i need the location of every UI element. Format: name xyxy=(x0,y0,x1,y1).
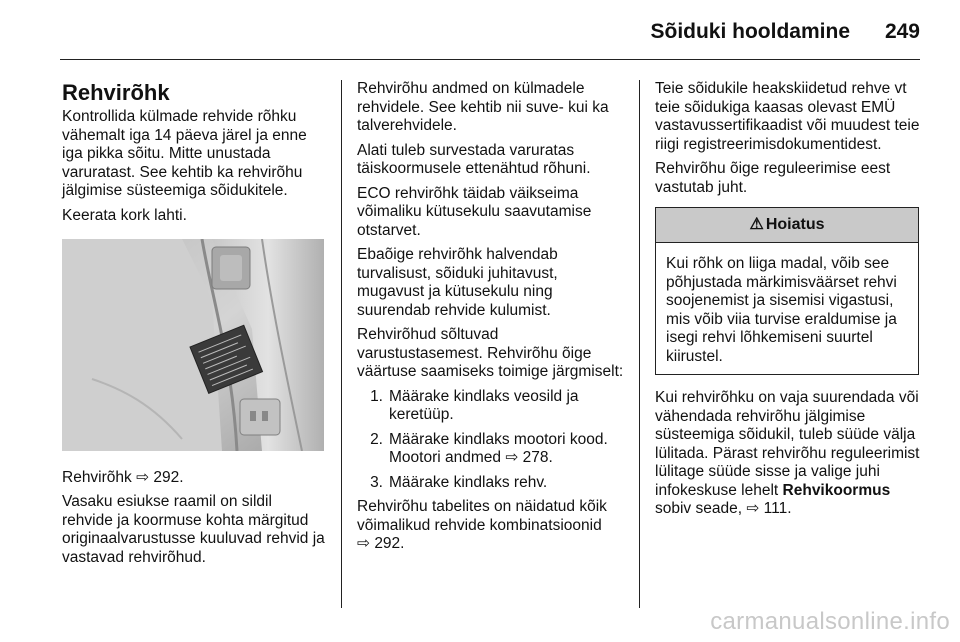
paragraph: Teie sõidukile heakskiidetud rehve vt teie sõidukiga kaasas olevast EMÜ vastavussertifikaadist või muudest teie riigi registreerimisdokumentidest. xyxy=(655,80,920,153)
page-ref-link[interactable]: 111. xyxy=(763,500,792,517)
column-divider-2 xyxy=(639,80,640,608)
warning-box xyxy=(655,207,919,375)
page-number: 249 xyxy=(884,20,920,43)
list-item: 3. Määrake kindlaks rehv. xyxy=(370,473,548,491)
cross-reference: Rehvirõhk ⇨ 292. xyxy=(62,468,184,486)
list-item: 1. Määrake kindlaks veosild ja keretüüp. xyxy=(370,387,579,423)
menu-name: Rehvikoormus xyxy=(782,481,891,499)
watermark: carmanualsonline.info xyxy=(710,608,950,635)
paragraph: Rehvirõhu õige reguleerimise eest vastutab juht. xyxy=(655,160,891,196)
paragraph: ECO rehvirõhk täidab väikseima võimaliku kütusekulu saavutamise otstarvet. xyxy=(357,184,592,239)
warning-title: Hoiatus xyxy=(765,215,825,233)
warning-triangle-icon: ⚠ xyxy=(749,215,764,233)
paragraph: Vasaku esiukse raamil on sildil rehvide ja koormuse kohta märgitud originaalvarustusse kuuluvad rehvid ja vastavad rehvirõhud. xyxy=(62,493,325,566)
paragraph: Rehvirõhu tabelites on näidatud kõik võimalikud rehvide kombinatsioonid ⇨ 292. xyxy=(357,498,607,552)
paragraph: Kontrollida külmade rehvide rõhku vähemalt iga 14 päeva järel ja enne iga pikka sõitu. Mitte unustada varuratast. See kehtib ka rehvirõhu jälgimise süsteemiga sõidukitele. xyxy=(62,108,307,199)
page-ref-link[interactable]: 292. xyxy=(374,535,405,552)
steps-list xyxy=(357,388,627,493)
paragraph: Ebaõige rehvirõhk halvendab turvalisust, sõiduki juhitavust, mugavust ja kütusekulu ning suurendab rehvide kulumist. xyxy=(357,246,558,319)
paragraph: Rehvirõhud sõltuvad varustustasemest. Rehvirõhu õige väärtuse saamiseks toimige järgmiselt: xyxy=(357,326,624,380)
paragraph: Alati tuleb survestada varuratas täiskoormusele ettenähtud rõhuni. xyxy=(357,141,591,177)
paragraph: Kui rehvirõhku on vaja suurendada või vähendada rehvirõhu jälgimise süsteemiga sõidukil, tuleb süüde välja lülitada. Pärast rehvirõhu reguleerimist lülitage süüde sisse ja valige juhi infokeskuse lehelt Rehvikoormus sobiv seade, ⇨ 111. xyxy=(655,389,920,517)
warning-text: Kui rõhk on liiga madal, võib see põhjustada märkimisväärset rehvi soojenemist ja sisemisi vigastusi, mis võib viia turvise eraldumise ja isegi rehvi lõhkemiseni suurtel kiirustel. xyxy=(666,255,897,365)
page-ref-link[interactable]: 292. xyxy=(153,468,184,486)
page-ref-link[interactable]: 278. xyxy=(522,449,553,466)
paragraph: Keerata kork lahti. xyxy=(62,206,187,224)
list-item: 2. Määrake kindlaks mootori kood. Mootori andmed ⇨ 278. xyxy=(370,430,608,466)
paragraph: Rehvirõhu andmed on külmadele rehvidele. See kehtib nii suve- kui ka talverehvidele. xyxy=(357,80,609,134)
page-ref-icon: ⇨ xyxy=(746,500,760,517)
column-3 xyxy=(655,80,925,525)
door-frame-tire-label-photo xyxy=(62,239,324,451)
header-rule xyxy=(60,59,920,60)
warning-header xyxy=(656,208,918,243)
section-heading: Rehvirõhk xyxy=(62,80,170,105)
column-divider-1 xyxy=(341,80,342,608)
page-ref-icon: ⇨ xyxy=(505,449,519,466)
running-header: Sõiduki hooldamine xyxy=(650,20,850,43)
page-ref-icon: ⇨ xyxy=(136,468,150,486)
column-2 xyxy=(357,80,627,560)
page-ref-icon: ⇨ xyxy=(357,535,370,552)
column-1 xyxy=(62,80,327,573)
